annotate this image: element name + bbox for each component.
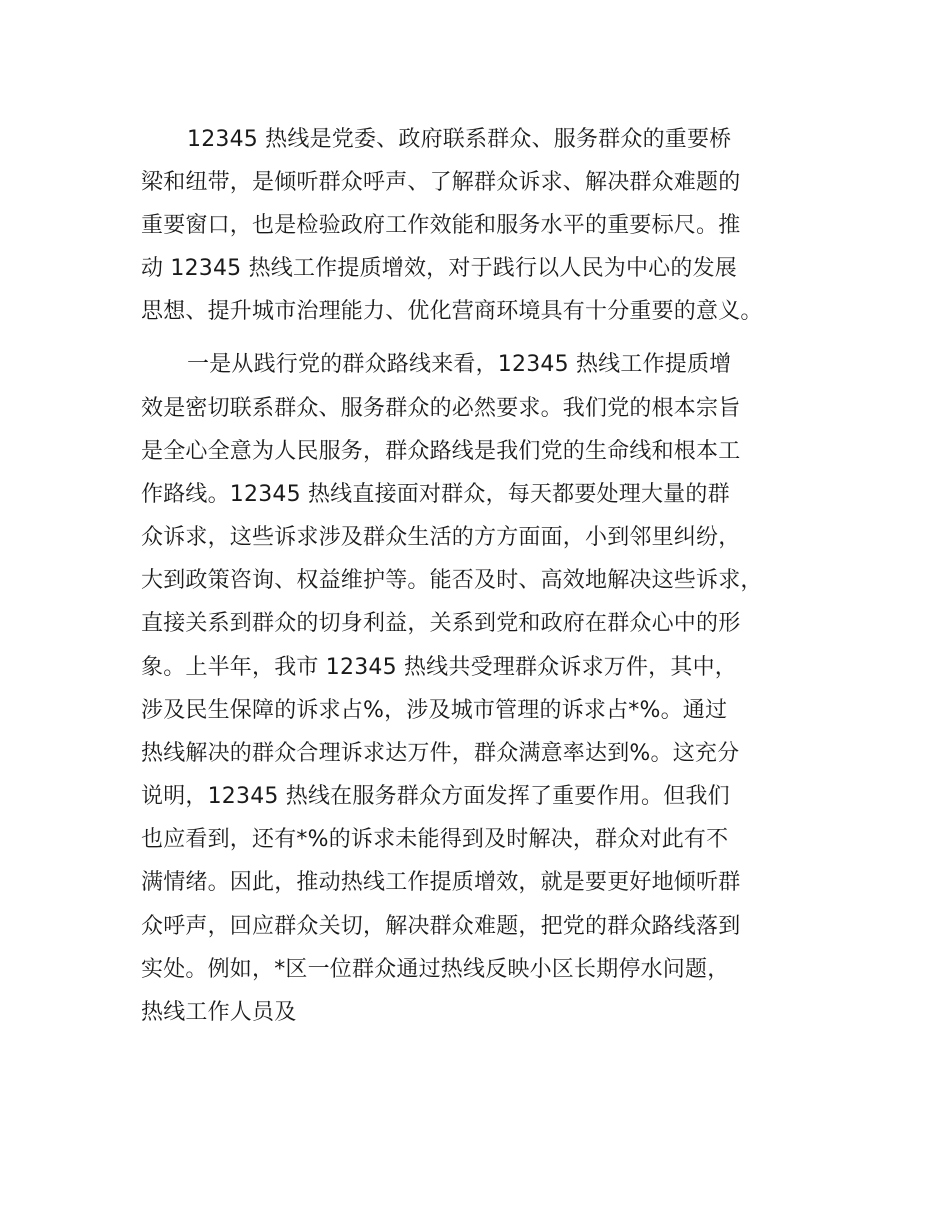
paragraph-1-line-3: 重要窗口，也是检验政府工作效能和服务水平的重要标尺。推 [141, 213, 741, 238]
paragraph-1-line-5: 思想、提升城市治理能力、优化营商环境具有十分重要的意义。 [141, 299, 763, 324]
paragraph-1-line-4: 动 12345 热线工作提质增效，对于践行以人民为中心的发展 [141, 256, 737, 281]
paragraph-2-line-14: 众呼声，回应群众关切，解决群众难题，把党的群众路线落到 [141, 914, 741, 939]
paragraph-2-line-12: 也应看到，还有*%的诉求未能得到及时解决，群众对此有不 [141, 827, 729, 852]
paragraph-2-line-7: 直接关系到群众的切身利益，关系到党和政府在群众心中的形 [141, 611, 741, 636]
paragraph-2-line-9: 涉及民生保障的诉求占%，涉及城市管理的诉求占*%。通过 [141, 698, 728, 723]
paragraph-2-line-16: 热线工作人员及 [141, 1000, 297, 1025]
paragraph-1-line-1: 12345 热线是党委、政府联系群众、服务群众的重要桥 [187, 127, 732, 152]
paragraph-1-line-2: 梁和纽带，是倾听群众呼声、了解群众诉求、解决群众难题的 [141, 170, 741, 195]
paragraph-2-line-6: 大到政策咨询、权益维护等。能否及时、高效地解决这些诉求， [141, 568, 763, 593]
paragraph-2-line-2: 效是密切联系群众、服务群众的必然要求。我们党的根本宗旨 [141, 396, 741, 421]
paragraph-2-line-5: 众诉求，这些诉求涉及群众生活的方方面面，小到邻里纠纷， [141, 525, 741, 550]
paragraph-2-line-4: 作路线。12345 热线直接面对群众，每天都要处理大量的群 [141, 482, 730, 507]
paragraph-2-line-15: 实处。例如，*区一位群众通过热线反映小区长期停水问题， [141, 957, 730, 982]
paragraph-2-line-10: 热线解决的群众合理诉求达万件，群众满意率达到%。这充分 [141, 741, 740, 766]
paragraph-2-line-3: 是全心全意为人民服务，群众路线是我们党的生命线和根本工 [141, 439, 741, 464]
paragraph-2-line-8: 象。上半年，我市 12345 热线共受理群众诉求万件，其中， [141, 655, 737, 680]
paragraph-2-line-13: 满情绪。因此，推动热线工作提质增效，就是要更好地倾听群 [141, 870, 741, 895]
paragraph-2-line-11: 说明，12345 热线在服务群众方面发挥了重要作用。但我们 [141, 784, 730, 809]
paragraph-2-line-1: 一是从践行党的群众路线来看，12345 热线工作提质增 [187, 352, 732, 377]
